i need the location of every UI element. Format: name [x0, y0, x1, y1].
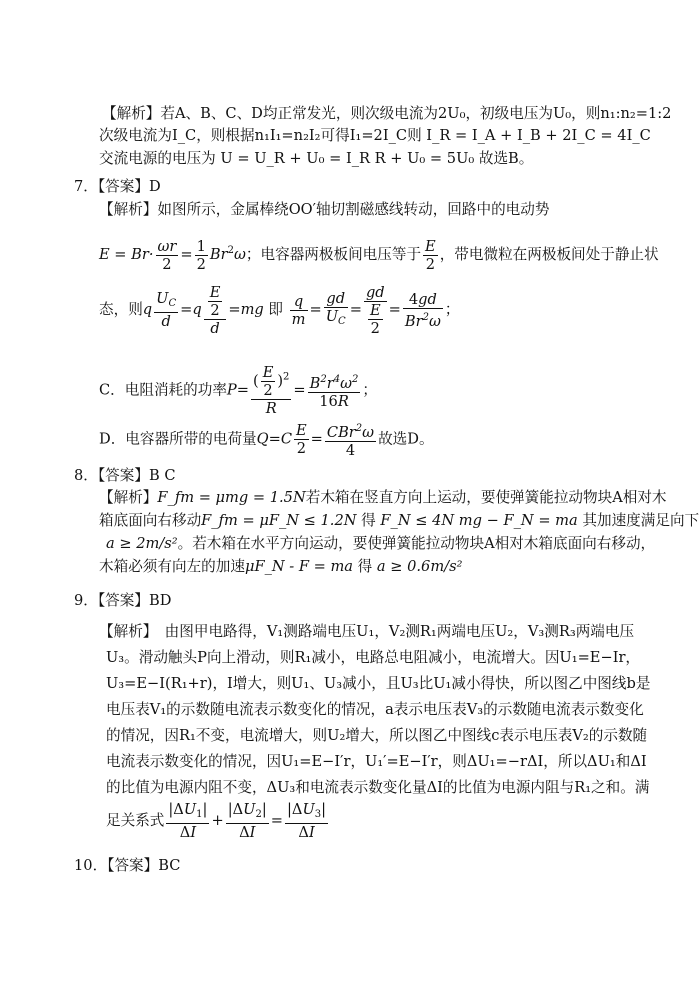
q7-line3-mid: 即 — [268, 301, 284, 318]
q6-line-1: 【解析】若A、B、C、D均正常发光，则次级电流为2U₀，初级电压为U₀，则n₁:n₂=1:2 — [102, 105, 672, 122]
q8-line-4 — [99, 557, 462, 577]
q9-line-1: 【解析】 由图甲电路得，V₁测路端电压U₁，V₂测R₁两端电压U₂，V₃测R₃两端电压 — [99, 623, 635, 640]
q9-number: 9． — [74, 592, 98, 609]
q7-option-d: D．电容器所带的电荷量Q=C $\frac{E}{2}$ = $\frac{CBr^2\omega}{4}$ 故选D。 — [99, 422, 434, 459]
q8-line-3 — [106, 534, 655, 554]
q8-l4-pre: 木箱必须有向左的加速 — [99, 558, 245, 575]
q9-line-4: 电压表V₁的示数随电流表示数变化的情况，a表示电压表V₃的示数随电流表示数变化 — [106, 701, 644, 718]
q7-frac-4gd: $\frac{4gd}{Br^2\omega}$ — [404, 290, 441, 330]
q7-frac-e2: $\frac{E}{2}$ — [425, 237, 436, 273]
q10-answer: 【答案】BC — [107, 857, 181, 874]
q7-frac-half: $\frac{1}{2}$ — [196, 237, 206, 273]
q7-frac-uc: $\frac{U_C}{d}$ — [156, 290, 177, 330]
q9-frac-u3: $\frac{|\Delta U_3|}{\Delta I}$ — [287, 801, 327, 841]
q7-option-c: C．电阻消耗的功率P= ( $\frac{E}{2}$ )$^2$ R = $\frac{B^2r^4\omega^2}{16R}$ ； — [99, 364, 378, 417]
q9-l8-pre: 足关系式 — [106, 812, 165, 829]
q7-line2-post: ，带电微粒在两极板间处于静止状 — [439, 246, 659, 263]
q7-number: 7． — [74, 178, 98, 195]
q7-frac-nested: $\frac{\frac{E}{2}}{d}$ — [204, 284, 227, 337]
q9-line-6: 电流表示数变化的情况，因U₁=E−I′r，U₁′=E−I′r，则ΔU₁=−rΔI，所以ΔU₁和ΔI — [106, 753, 647, 770]
q6-line-2: 次级电流为I_C，则根据n₁I₁=n₂I₂可得I₁=2I_C则 I_R = I_A + I_B + 2I_C = 4I_C — [99, 127, 651, 144]
q7-header — [74, 177, 161, 197]
q7-answer: 【答案】D — [97, 178, 161, 195]
q7-frac-wr2: $\frac{\omega r}{2}$ — [157, 237, 177, 273]
q8-l2-post: 其加速度满足向下 — [582, 512, 699, 529]
q7-d-pre: D．电容器所带的电荷量 — [99, 430, 257, 448]
q8-number: 8． — [74, 467, 98, 484]
q6-line-3: 交流电源的电压为 U = U_R + U₀ = I_R R + U₀ = 5U₀ 故选B。 — [99, 150, 534, 167]
q7-line-2: E = Br· $\frac{\omega r}{2}$ = $\frac{1}{2}$ Br$^2$ω；电容器两极板间电压等于 $\frac{E}{2}$ ，带电微粒在两极板间处于静止状 — [99, 237, 659, 273]
q8-l1-post: 若木箱在竖直方向上运动，要使弹簧能拉动物块A相对木 — [305, 489, 667, 506]
q7-c-pre: C．电阻消耗的功率 — [99, 381, 227, 399]
q9-line-3: U₃=E−I(R₁+r)，I增大，则U₁、U₃减小，且U₃比U₁减小得快，所以图乙中图线b是 — [106, 675, 651, 692]
q8-l3-eq: a ≥ 2m/s² — [106, 535, 178, 552]
q8-l1-eq: F_fm = μmg = 1.5N — [157, 489, 306, 506]
q8-l4-eq: μF_N - F = ma — [244, 558, 354, 575]
q8-l2-eq2: F_N ≤ 4N mg − F_N = ma — [380, 512, 578, 529]
q8-l4-eq2: a ≥ 0.6m/s² — [376, 558, 463, 575]
q8-line-2 — [99, 511, 699, 531]
q9-line-2: U₃。滑动触头P向上滑动，则R₁减小，电路总电阻减小，电流增大。因U₁=E−Ir， — [106, 649, 641, 666]
q7-frac-power: ( $\frac{E}{2}$ )$^2$ R — [252, 364, 290, 417]
q9-frac-u2: $\frac{|\Delta U_2|}{\Delta I}$ — [227, 801, 267, 841]
q9-line-7: 的比值为电源内阻不变，ΔU₃和电流表示数变化量ΔI的比值为电源内阻与R₁之和。满 — [106, 779, 650, 796]
q8-header — [74, 466, 176, 486]
q8-answer: 【答案】B C — [97, 467, 176, 484]
q10-header — [74, 856, 180, 876]
q8-l2-mid: 得 — [361, 512, 376, 529]
q8-l2-eq: F_fm = μF_N ≤ 1.2N — [201, 512, 357, 529]
q7-frac-charge: $\frac{E}{2}$ — [296, 422, 307, 457]
q7-line-1: 【解析】如图所示，金属棒绕OO′轴切割磁感线转动，回路中的电动势 — [99, 201, 550, 218]
q8-l4-mid: 得 — [357, 558, 373, 575]
q7-frac-charge2: $\frac{CBr^2\omega}{4}$ — [325, 420, 376, 459]
q8-l3-post: 。若木箱在水平方向运动，要使弹簧能拉动物块A相对木箱底面向右移动， — [177, 535, 656, 552]
q7-frac-gd2: $\frac{gd}{\frac{E}{2}}$ — [365, 283, 385, 337]
q7-line-3: 态，则q $\frac{U_C}{d}$ =q $\frac{\frac{E}{2}}{d}$ =mg 即 $\frac{q}{m}$ = $\frac{gd}{U_C}$ = $\frac{gd}{\frac{E}{2}}$ = $\frac{4gd}{Br^2\omega}$ ； — [99, 283, 460, 337]
q7-line3-pre: 态，则 — [99, 301, 143, 318]
q9-line-8: 足关系式 $\frac{|\Delta U_1|}{\Delta I}$ + $\frac{|\Delta U_2|}{\Delta I}$ = $\frac{|\Delta U_3|}{\Delta I}$ — [106, 801, 327, 841]
q7-emf-lead: E = Br· — [99, 246, 154, 263]
q9-header — [74, 591, 171, 611]
q10-number: 10． — [74, 857, 108, 874]
q9-answer: 【答案】BD — [97, 592, 172, 609]
q8-l1-pre: 【解析】 — [99, 489, 158, 506]
q9-frac-u1: $\frac{|\Delta U_1|}{\Delta I}$ — [168, 801, 208, 841]
q8-line-1 — [99, 488, 667, 508]
q9-line-5: 的情况，因R₁不变，电流增大，则U₂增大，所以图乙中图线c表示电压表V₂的示数随 — [106, 727, 648, 744]
q8-l2-pre: 箱底面向右移动 — [99, 512, 202, 529]
q7-frac-power2: $\frac{B^2r^4\omega^2}{16R}$ — [308, 371, 361, 410]
q7-d-post: 故选D。 — [378, 430, 434, 448]
q7-frac-qm: $\frac{q}{m}$ — [291, 292, 306, 328]
q7-line2-mid: ；电容器两极板间电压等于 — [245, 246, 422, 263]
q7-frac-gd: $\frac{gd}{U_C}$ — [325, 290, 346, 327]
